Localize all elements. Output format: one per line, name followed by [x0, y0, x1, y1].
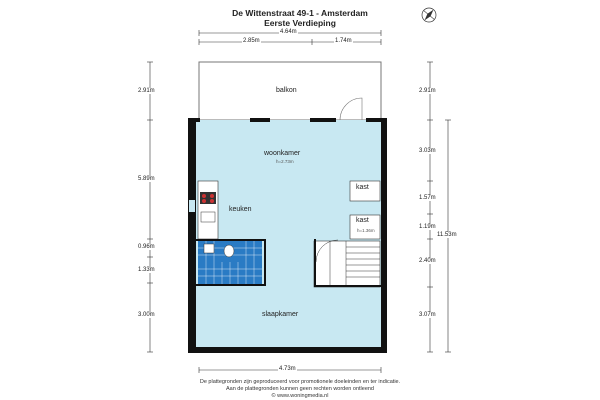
- room-label-bedroom: slaapkamer: [262, 311, 299, 318]
- dim-right-stair: 2.40m: [419, 258, 436, 264]
- footer-credit: © www.woningmedia.nl: [271, 393, 329, 399]
- staircase: [314, 241, 380, 287]
- dim-top-total: 4.64m: [280, 29, 297, 35]
- room-label-kitchen: keuken: [229, 206, 252, 213]
- dim-bottom-total: 4.73m: [279, 366, 296, 372]
- kitchen-counter: [198, 181, 218, 239]
- dim-left-toilet: 0.96m: [138, 244, 155, 250]
- dim-right-closet2: 1.19m: [419, 224, 436, 230]
- dim-right-closet1: 1.57m: [419, 195, 436, 201]
- stove: [200, 192, 216, 204]
- dim-right-total: 11.53m: [437, 232, 457, 238]
- dim-right-bedroom: 3.07m: [419, 312, 436, 318]
- dim-top-left: 2.85m: [243, 38, 260, 44]
- room-label-balcony: balkon: [276, 87, 297, 94]
- dim-left-balcony: 2.91m: [138, 88, 155, 94]
- floor-title: Eerste Verdieping: [264, 18, 336, 28]
- footer-disclaimer-1: De plattegronden zijn geproduceerd voor promotionele doeleinden en ter indicatie.: [199, 379, 401, 385]
- right-dimension-lines: [427, 62, 451, 352]
- left-dimension-lines: [147, 62, 153, 352]
- closet-height: h=1.36m: [357, 228, 375, 233]
- living-height: h=2.73m: [276, 159, 294, 164]
- address-title: De Wittenstraat 49-1 - Amsterdam: [232, 8, 368, 18]
- windows: [189, 200, 195, 212]
- washbasin: [204, 244, 214, 253]
- dim-right-balcony: 2.91m: [419, 88, 436, 94]
- dim-left-bath: 1.33m: [138, 267, 155, 273]
- room-label-closet-upper: kast: [356, 184, 369, 191]
- room-label-closet-lower: kast: [356, 217, 369, 224]
- dim-left-living: 5.89m: [138, 176, 155, 182]
- dim-right-living: 3.03m: [419, 148, 436, 154]
- dim-left-bedroom: 3.00m: [138, 312, 155, 318]
- footer-disclaimer-2: Aan de plattegronden kunnen geen rechten worden ontleend: [225, 386, 374, 392]
- toilet: [224, 245, 234, 257]
- sink: [201, 212, 215, 222]
- room-label-living: woonkamer: [264, 150, 301, 157]
- dim-top-right: 1.74m: [335, 38, 352, 44]
